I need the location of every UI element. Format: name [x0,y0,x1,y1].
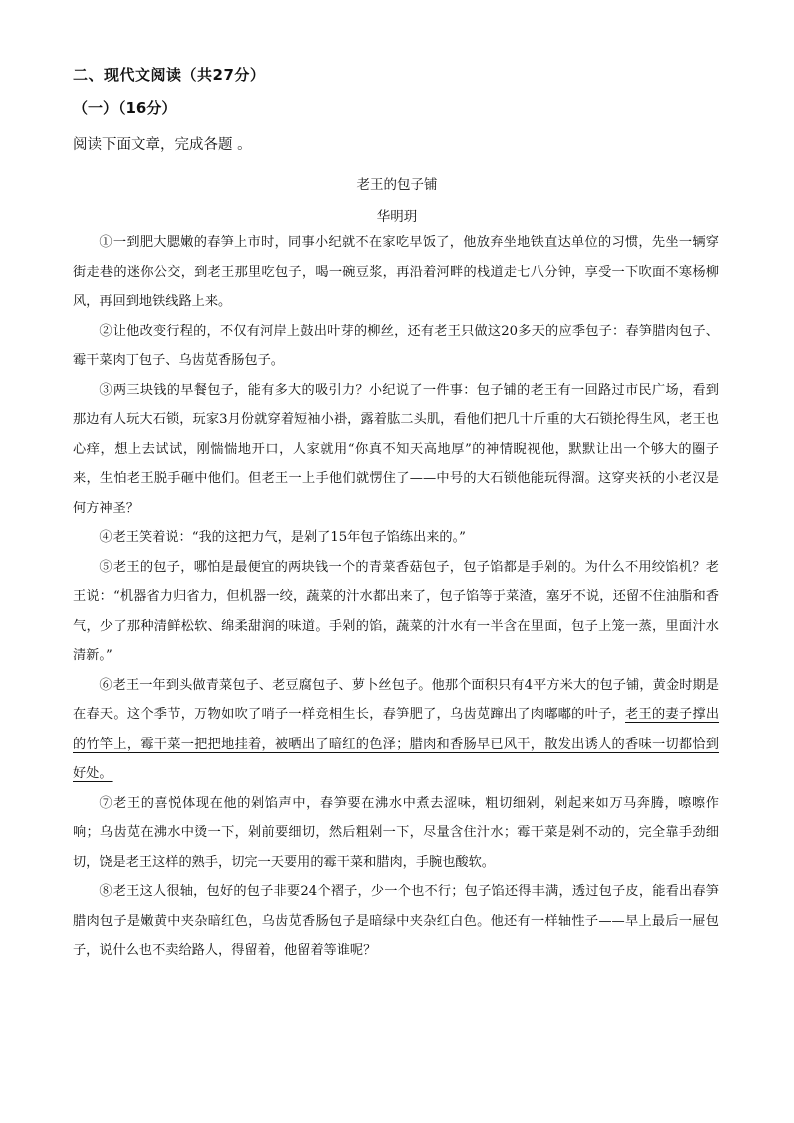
article-author: 华明玥 [376,209,418,225]
sub-section-title: （一）（16分） [73,99,177,117]
underlined-sentence: 老王的妻子撑出的竹竿上，霉干菜一把把地挂着，被晒出了暗红的色泽；腊肉和香肠早已风干，散发出诱人的香味一切都恰到好处。 [73,707,720,781]
paragraph-5: ⑤老王的包子，哪怕是最便宜的两块钱一个的青菜香菇包子，包子馅都是手剁的。为什么不用绞馅机？老王说：“机器省力归省力，但机器一绞，蔬菜的汁水都出来了，包子馅等于菜渣，塞牙不说，还留不住油脂和香气，少了那种清鲜松软、绵柔甜润的味道。手剁的馅，蔬菜的汁水有一半含在里面，包子上笼一蒸，里面汁水清新。” [73,559,719,663]
reading-instruction: 阅读下面文章，完成各题 。 [73,137,252,153]
section-title: 二、现代文阅读（共27分） [73,66,266,84]
paragraph-1: ①一到肥大腮嫩的春笋上市时，同事小纪就不在家吃早饭了，他放弃坐地铁直达单位的习惯，先坐一辆穿街走巷的迷你公交，到老王那里吃包子，喝一碗豆浆，再沿着河畔的栈道走七八分钟，享受一下吹面不寒杨柳风，再回到地铁线路上来。 [73,235,719,309]
paragraph-6-text: ⑥老王一年到头做青菜包子、老豆腐包子、萝卜丝包子。他那个面积只有4平方米大的包子铺，黄金时期是在春天。这个季节，万物如吹了哨子一样竞相生长，春笋肥了，乌齿苋蹿出了肉嘟嘟的叶子， [73,677,719,722]
article-title: 老王的包子铺 [356,177,438,193]
paragraph-4: ④老王笑着说：“我的这把力气，是剁了15年包子馅练出来的。” [99,530,466,545]
paragraph-3: ③两三块钱的早餐包子，能有多大的吸引力？小纪说了一件事：包子铺的老王有一回路过市民广场，看到那边有人玩大石锁，玩家3月份就穿着短袖小褂，露着肱二头肌，看他们把几十斤重的大石锁抡得生风，老王也心痒，想上去试试，刚惴惴地开口，人家就用“你真不知天高地厚”的神情睨视他，默默让出一个够大的圈子来，生怕老王脱手砸中他们。但老王一上手他们就愣住了——中号的大石锁他能玩得溜。这穿夹袄的小老汉是何方神圣？ [73,382,719,516]
paragraph-2: ②让他改变行程的，不仅有河岸上鼓出叶芽的柳丝，还有老王只做这20多天的应季包子：春笋腊肉包子、霉干菜肉丁包子、乌齿苋香肠包子。 [73,323,719,368]
article-body [73,228,719,966]
paragraph-8: ⑧老王这人很轴，包好的包子非要24个褶子，少一个也不行；包子馅还得丰满，透过包子皮，能看出春笋腊肉包子是嫩黄中夹杂暗红色，乌齿苋香肠包子是暗绿中夹杂红白色。他还有一样轴性子——早上最后一屉包子，说什么也不卖给路人，得留着，他留着等谁呢？ [73,884,719,958]
paragraph-7: ⑦老王的喜悦体现在他的剁馅声中，春笋要在沸水中煮去涩味，粗切细剁，剁起来如万马奔腾，嚓嚓作响；乌齿苋在沸水中烫一下，剁前要细切，然后粗剁一下，尽量含住汁水；霉干菜是剁不动的，完全靠手劲细切，饶是老王这样的熟手，切完一天要用的霉干菜和腊肉，手腕也酸软。 [73,795,719,870]
paragraph-6 [73,671,719,789]
